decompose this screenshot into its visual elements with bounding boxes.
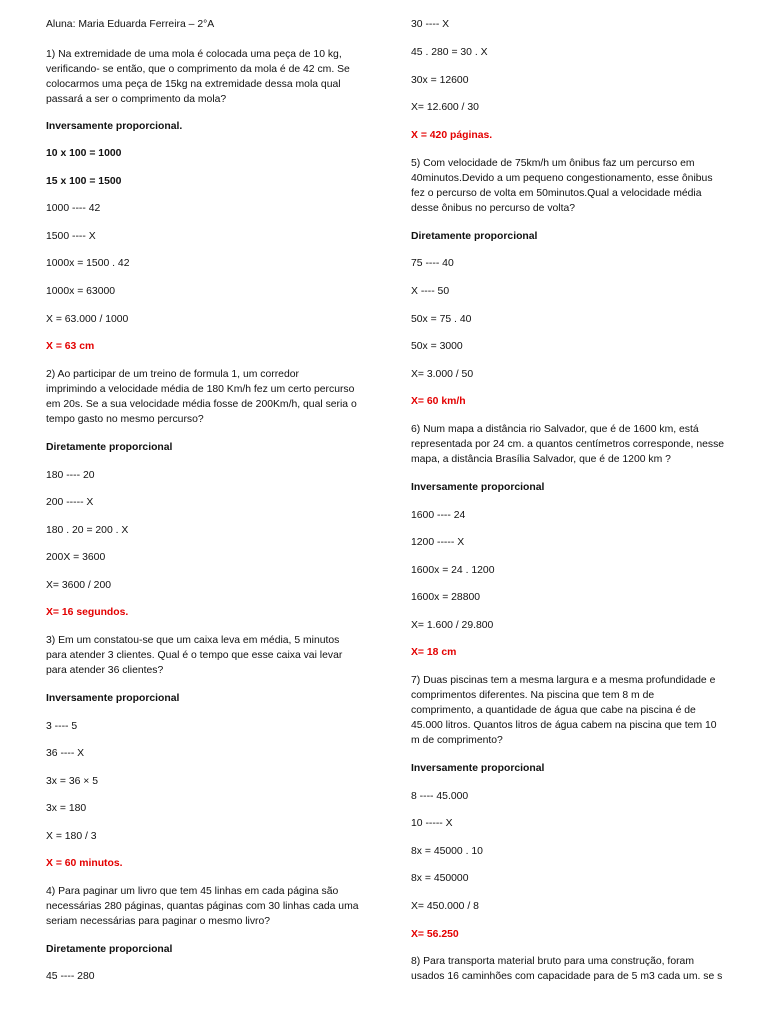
text-line: 3) Em um constatou-se que um caixa leva em média, 5 minutos xyxy=(46,635,340,646)
text-line: para atender 36 clientes? xyxy=(46,665,164,676)
text-line: seriam necessárias para paginar o mesmo livro? xyxy=(46,916,271,927)
text-line: desse ônibus no percurso de volta? xyxy=(411,203,576,214)
text-line: 8) Para transporta material bruto para uma construção, foram xyxy=(411,956,694,967)
text-line: 45 ---- 280 xyxy=(46,971,95,982)
text-line: 50x = 3000 xyxy=(411,341,463,352)
text-line: 1200 ----- X xyxy=(411,537,465,548)
text-line: comprimentos diferentes. Na piscina que tem 8 m de xyxy=(411,690,655,701)
text-line: X= 3.000 / 50 xyxy=(411,369,474,380)
bold-line: Inversamente proporcional xyxy=(411,763,545,774)
text-line: 1600 ---- 24 xyxy=(411,510,466,521)
text-line: passará a ser o comprimento da mola? xyxy=(46,94,227,105)
text-line: 180 ---- 20 xyxy=(46,470,95,481)
text-line: X = 63.000 / 1000 xyxy=(46,314,129,325)
text-line: 10 ----- X xyxy=(411,818,453,829)
text-line: 3 ---- 5 xyxy=(46,721,78,732)
bold-line: Inversamente proporcional. xyxy=(46,121,183,132)
text-line: 8x = 45000 . 10 xyxy=(411,846,483,857)
text-line: fez o percurso de volta em 50minutos.Qual a velocidade média xyxy=(411,188,702,199)
text-line: 1500 ---- X xyxy=(46,231,96,242)
text-line: 7) Duas piscinas tem a mesma largura e a mesma profundidade e xyxy=(411,675,716,686)
text-line: 30 ---- X xyxy=(411,19,450,30)
bold-line: Inversamente proporcional xyxy=(411,482,545,493)
text-line: representada por 24 cm. a quantos centímetros corresponde, nesse xyxy=(411,439,725,450)
text-line: X= 1.600 / 29.800 xyxy=(411,620,494,631)
text-line: X ---- 50 xyxy=(411,286,450,297)
text-line: imprimindo a velocidade média de 180 Km/h fez um certo percurso xyxy=(46,384,355,395)
text-line: 180 . 20 = 200 . X xyxy=(46,525,129,536)
text-line: 2) Ao participar de um treino de formula 1, um corredor xyxy=(46,369,299,380)
text-line: para atender 3 clientes. Qual é o tempo que esse caixa vai levar xyxy=(46,650,343,661)
text-line: 1600x = 24 . 1200 xyxy=(411,565,495,576)
text-line: usados 16 caminhões com capacidade para de 5 m3 cada um. se s xyxy=(411,971,723,982)
answer-line: X = 63 cm xyxy=(46,341,95,352)
text-line: 1000 ---- 42 xyxy=(46,203,101,214)
text-line: 3x = 180 xyxy=(46,803,87,814)
text-line: 200X = 3600 xyxy=(46,552,106,563)
bold-line: Diretamente proporcional xyxy=(46,944,173,955)
text-line: colocarmos uma peça de 15kg na extremidade dessa mola qual xyxy=(46,79,341,90)
text-line: mapa, a distância Brasília Salvador, que é de 1200 km ? xyxy=(411,454,671,465)
text-line: 40minutos.Devido a um pequeno congestionamento, esse ônibus xyxy=(411,173,713,184)
text-line: 50x = 75 . 40 xyxy=(411,314,472,325)
bold-line: Diretamente proporcional xyxy=(46,442,173,453)
answer-line: X= 60 km/h xyxy=(411,396,466,407)
text-line: 5) Com velocidade de 75km/h um ônibus faz um percurso em xyxy=(411,158,695,169)
text-line: comprimento, a quantidade de água que cabe na piscina é de xyxy=(411,705,696,716)
text-line: 8 ---- 45.000 xyxy=(411,791,469,802)
answer-line: X= 18 cm xyxy=(411,647,457,658)
text-line: 1600x = 28800 xyxy=(411,592,481,603)
bold-line: Inversamente proporcional xyxy=(46,693,180,704)
text-line: 6) Num mapa a distância rio Salvador, que é de 1600 km, está xyxy=(411,424,699,435)
answer-line: X = 60 minutos. xyxy=(46,858,123,869)
text-line: em 20s. Se a sua velocidade média fosse de 200Km/h, qual seria o xyxy=(46,399,357,410)
text-line: 3x = 36 × 5 xyxy=(46,776,98,787)
text-line: X = 180 / 3 xyxy=(46,831,97,842)
text-line: 75 ---- 40 xyxy=(411,258,454,269)
text-line: 1000x = 63000 xyxy=(46,286,116,297)
text-line: X= 450.000 / 8 xyxy=(411,901,479,912)
student-header: Aluna: Maria Eduarda Ferreira – 2°A xyxy=(46,19,215,30)
text-line: 36 ---- X xyxy=(46,748,85,759)
answer-line: X = 420 páginas. xyxy=(411,130,493,141)
text-line: 45.000 litros. Quantos litros de água cabem na piscina que tem 10 xyxy=(411,720,717,731)
text-line: 1000x = 1500 . 42 xyxy=(46,258,130,269)
text-line: verificando- se então, que o comprimento da mola é de 42 cm. Se xyxy=(46,64,350,75)
text-line: X= 12.600 / 30 xyxy=(411,102,479,113)
text-line: necessárias 280 páginas, quantas páginas com 30 linhas cada uma xyxy=(46,901,359,912)
bold-line: Diretamente proporcional xyxy=(411,231,538,242)
answer-line: X= 16 segundos. xyxy=(46,607,129,618)
answer-line: X= 56.250 xyxy=(411,929,459,940)
bold-line: 10 x 100 = 1000 xyxy=(46,148,122,159)
text-line: X= 3600 / 200 xyxy=(46,580,111,591)
text-line: 30x = 12600 xyxy=(411,75,469,86)
text-line: 1) Na extremidade de uma mola é colocada uma peça de 10 kg, xyxy=(46,49,342,60)
bold-line: 15 x 100 = 1500 xyxy=(46,176,122,187)
text-line: 200 ----- X xyxy=(46,497,94,508)
text-line: 45 . 280 = 30 . X xyxy=(411,47,488,58)
text-line: 4) Para paginar um livro que tem 45 linhas em cada página são xyxy=(46,886,339,897)
text-line: m de comprimento? xyxy=(411,735,503,746)
text-line: tempo gasto no mesmo percurso? xyxy=(46,414,204,425)
text-line: 8x = 450000 xyxy=(411,873,469,884)
